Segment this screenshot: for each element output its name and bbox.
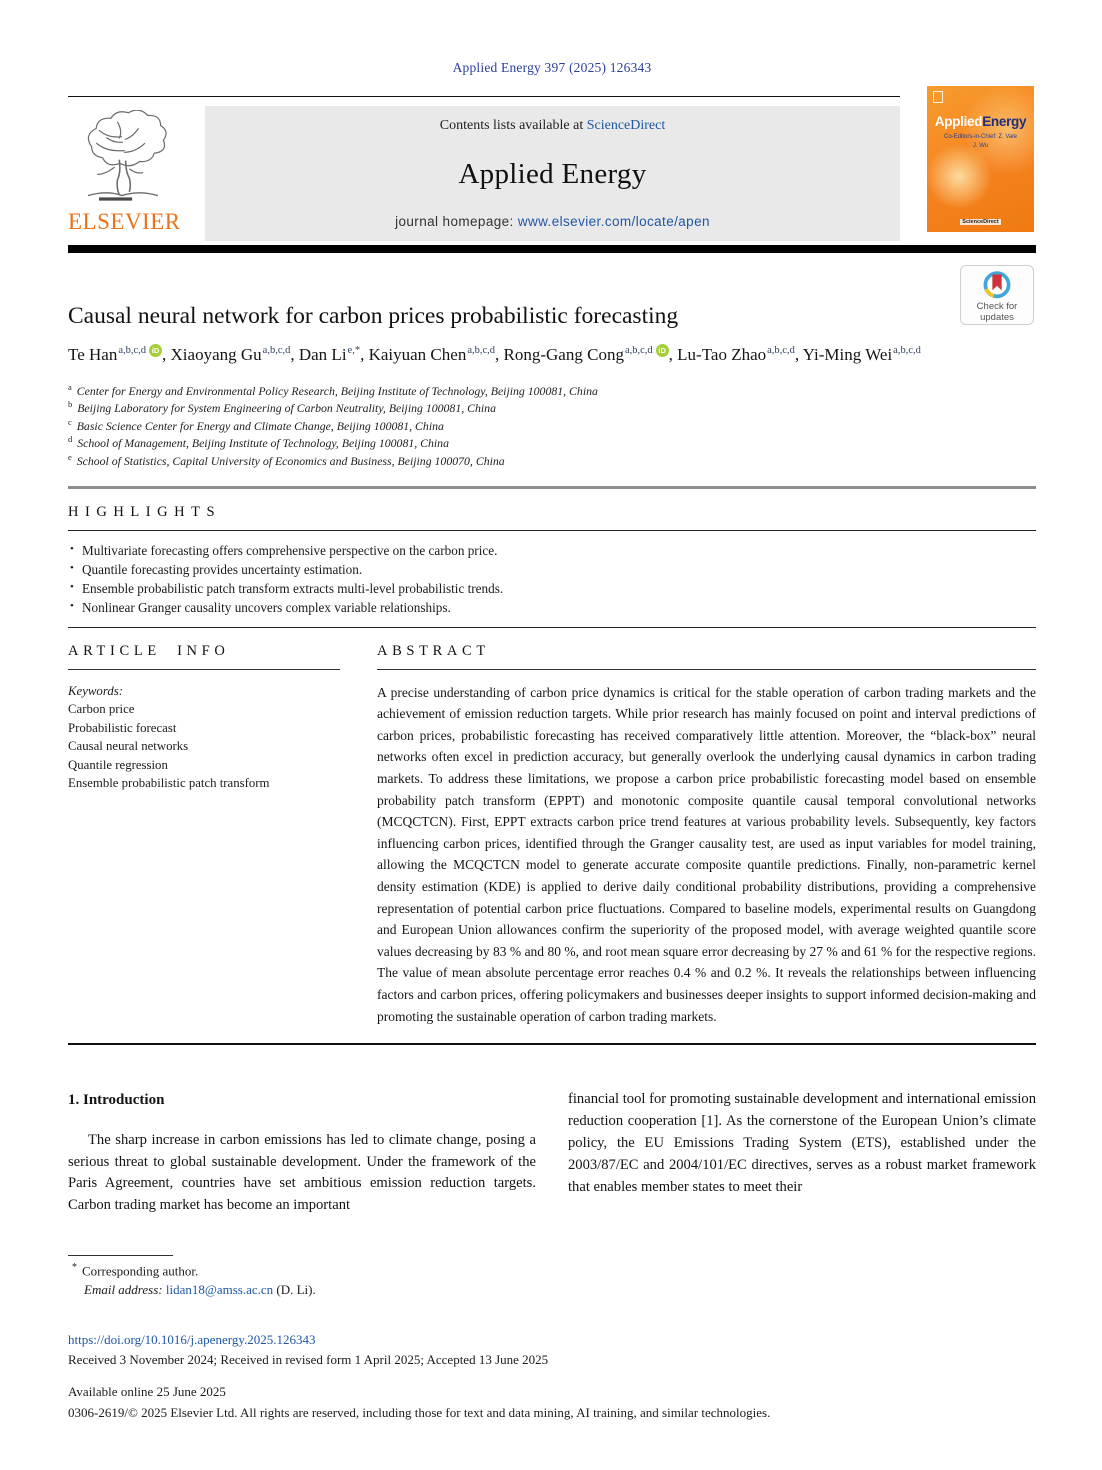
received-dates: Received 3 November 2024; Received in revised form 1 April 2025; Accepted 13 June 2025	[68, 1351, 549, 1367]
orcid-icon[interactable]: iD	[149, 344, 162, 357]
cover-sciencedirect-label: ScienceDirect	[962, 219, 999, 225]
cover-editors	[927, 133, 1034, 151]
keyword: Probabilistic forecast	[68, 720, 177, 735]
section-rule-gray	[68, 486, 1036, 489]
contents-prefix: Contents lists available at	[439, 118, 587, 133]
keyword: Ensemble probabilistic patch transform	[68, 776, 270, 791]
highlight-item: • Quantile forecasting provides uncertainty estimation.	[68, 560, 1036, 579]
email-link[interactable]: lidan18@amss.ac.cn	[165, 1281, 274, 1297]
keyword: Causal neural networks	[68, 739, 189, 754]
check-badge-line1: Check for	[976, 301, 1018, 313]
orcid-icon[interactable]: iD	[656, 344, 669, 357]
elsevier-wordmark: ELSEVIER	[68, 209, 181, 234]
footer-block	[68, 1330, 1036, 1424]
cover-publisher-mark	[933, 91, 943, 103]
keywords-list	[68, 700, 340, 793]
homepage-link[interactable]: www.elsevier.com/locate/apen	[517, 214, 710, 229]
abstract-heading: ABSTRACT	[377, 642, 490, 659]
author: Yi-Ming Wei$^{a,b,c,d}$	[802, 345, 921, 364]
crossmark-icon	[976, 268, 1018, 305]
copyright-line: 0306-2619/© 2025 Elsevier Ltd. All rights are reserved, including those for text and data mining, AI training, and similar technologies.	[68, 1404, 771, 1420]
author-list	[68, 343, 948, 368]
footnote-marker: *	[72, 1262, 77, 1274]
journal-citation[interactable]: Applied Energy 397 (2025) 126343	[452, 60, 652, 75]
article-info-heading: ARTICLE INFO	[68, 642, 230, 659]
cover-brand-energy: Energy	[982, 114, 1027, 129]
author: Dan $Li^{e,*}$,	[298, 345, 369, 364]
journal-cover-thumbnail[interactable]	[927, 86, 1034, 232]
abstract-bottom-rule	[68, 1043, 1036, 1045]
homepage-prefix: journal homepage:	[395, 214, 518, 229]
keywords-label: Keywords:	[68, 683, 123, 698]
cover-footer	[927, 219, 1034, 225]
abstract-underline	[377, 669, 1036, 670]
affiliation: $^a$ Center for Energy and Environmental Policy Research, Beijing Institute of Technology, Beijing 100081, China	[68, 381, 598, 398]
check-badge-line2: updates	[980, 312, 1014, 324]
keyword: Carbon price	[68, 702, 135, 717]
header-divider-bar	[68, 245, 1036, 253]
keyword: Quantile regression	[68, 757, 168, 772]
check-badge-text	[977, 302, 1018, 324]
author: Rong-Gang Cong$^{a,b,c,d}$ iD ,	[503, 345, 678, 364]
journal-title: Applied Energy	[458, 157, 647, 190]
highlight-item: • Ensemble probabilistic patch transform extracts multi-level probabilistic trends.	[68, 579, 1036, 598]
abstract-text: A precise understanding of carbon price dynamics is critical for the stable operation of carbon trading markets and the achievement of emission reduction targets. While prior research has mainly focused on point and interval predictions of carbon prices, probabilistic forecasting has received comparatively little attention. Moreover, the “black-box” neural networks often excel in prediction accuracy, but generally overlook the underlying causal dynamics in carbon trading markets. To address these limitations, we propose a carbon price probabilistic forecasting model based on ensemble probability patch transform (EPPT) and monotonic composite quantile causal temporal convolutional networks (MCQCTCN). First, EPPT extracts carbon price trend features at various probability levels. Subsequently, key factors influencing carbon prices, identified through the Granger causality test, are used as input variables for model training, allowing the MCQCTCN model to generate accurate composite quantile predictions. Finally, non-parametric kernel density estimation (KDE) is applied to derive daily conditional probability distributions, providing a comprehensive representation of potential carbon price fluctuations. Compared to baseline models, experimental results on Guangdong and European Union allowances confirm the superiority of the proposed model, with average weighted quantile score values decreasing by 83 % and 80 %, and root mean square error decreasing by 27 % and 61 % for the respective regions. The value of mean absolute percentage error reaches 0.4 % and 0.2 %. It reveals the relationships between influencing factors and carbon prices, offering policymakers and businesses deeper insights to support informed decision-making and promoting the sustainable operation of carbon trading markets.	[377, 684, 1036, 1024]
affiliation: $^b$ Beijing Laboratory for System Engineering of Carbon Neutrality, Beijing 100081, China	[68, 399, 496, 416]
abstract-column	[377, 643, 1036, 1028]
corresponding-author-text: Corresponding author.	[82, 1263, 199, 1279]
homepage-line	[395, 214, 710, 229]
author: Te Han$^{a,b,c,d}$ iD ,	[68, 345, 171, 364]
highlights-bottom-rule	[68, 627, 1036, 628]
intro-right-column	[568, 1089, 1036, 1217]
affiliation: $^d$ School of Management, Beijing Institute of Technology, Beijing 100081, China	[68, 434, 449, 451]
footnote-rule	[68, 1255, 173, 1256]
highlight-item: • Nonlinear Granger causality uncovers complex variable relationships.	[68, 598, 1036, 617]
elsevier-logo[interactable]	[68, 106, 205, 241]
introduction-heading: 1. Introduction	[68, 1092, 165, 1109]
check-for-updates-badge[interactable]	[960, 265, 1034, 325]
author: Kaiyuan Chen$^{a,b,c,d}$,	[368, 345, 504, 364]
highlights-heading: HIGHLIGHTS	[68, 504, 222, 521]
highlight-item: • Multivariate forecasting offers comprehensive perspective on the carbon price.	[68, 541, 1036, 560]
author: Lu-Tao Zhao$^{a,b,c,d}$,	[677, 345, 803, 364]
keywords-block	[68, 682, 340, 793]
footnote-block	[68, 1255, 1036, 1297]
intro-paragraph-right: financial tool for promoting sustainable development and international emission reduction cooperation [1]. As the cornerstone of the European Union’s climate policy, the EU Emissions Trading System (ETS), established under the 2003/87/EC and 2004/101/EC directives, serves as a robust market framework that enables member states to meet their	[568, 1091, 1036, 1195]
intro-paragraph-left: The sharp increase in carbon emissions has led to climate change, posing a serious threat to global sustainable development. Under the framework of the Paris Agreement, countries have set ambitious emission reduction targets. Carbon trading market has become an important	[68, 1131, 536, 1214]
available-online: Available online 25 June 2025	[68, 1383, 226, 1399]
affiliation: $^c$ Basic Science Center for Energy and Climate Change, Beijing 100081, China	[68, 416, 444, 433]
doi-link[interactable]: https://doi.org/10.1016/j.apenergy.2025.126343	[68, 1331, 316, 1347]
affiliation: $^e$ School of Statistics, Capital University of Economics and Business, Beijing 100070, China	[68, 451, 505, 468]
elsevier-tree-icon	[68, 110, 176, 202]
highlights-rule	[68, 530, 1036, 531]
author: Xiaoyang Gu$^{a,b,c,d}$,	[170, 345, 299, 364]
article-info-underline	[68, 669, 340, 670]
email-suffix: (D. Li).	[276, 1281, 316, 1297]
header-top-rule	[68, 96, 900, 97]
highlights-list	[68, 541, 1036, 618]
cover-editors-line1: Co-Editors-in-Chief: Z. Vale	[944, 134, 1017, 140]
intro-left-column	[68, 1089, 536, 1217]
article-title: Causal neural network for carbon prices probabilistic forecasting	[68, 303, 679, 329]
journal-banner	[205, 106, 900, 241]
contents-line	[440, 118, 666, 134]
cover-brand	[927, 114, 1034, 129]
cover-editors-line2: J. Wu	[972, 143, 989, 149]
journal-header	[68, 96, 1036, 241]
article-info-column	[68, 643, 340, 1028]
cover-brand-applied: Applied	[934, 114, 983, 129]
sciencedirect-link[interactable]: ScienceDirect	[586, 118, 666, 133]
email-label: Email address:	[84, 1281, 163, 1297]
affiliation-list	[68, 382, 1036, 469]
